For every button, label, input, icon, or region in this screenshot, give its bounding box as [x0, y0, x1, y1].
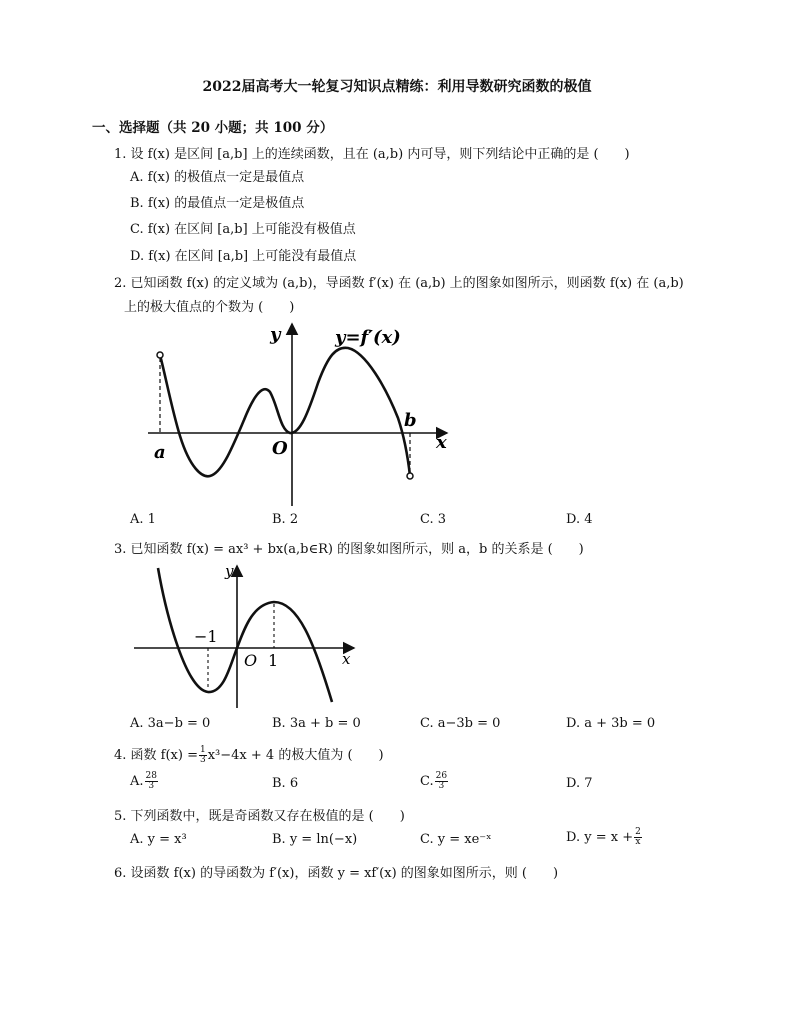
q5-option-b: B. y = ln(−x) [272, 832, 358, 847]
q4-stem [114, 744, 384, 765]
q4-option-a-label: A. [130, 774, 144, 789]
q4-option-a-fraction [145, 772, 158, 791]
q1-option-d: D. f(x) 在区间 [a,b] 上可能没有最值点 [130, 249, 357, 264]
q2-y-label: y [270, 324, 281, 345]
q1-stem: 1. 设 f(x) 是区间 [a,b] 上的连续函数，且在 (a,b) 内可导，则下列结论中正确的是 ( ) [114, 147, 630, 162]
section-heading: 一、选择题（共 20 小题；共 100 分） [92, 120, 334, 136]
q2-graph [140, 318, 460, 510]
q4-option-c-label: C. [420, 774, 434, 789]
q2-open-endpoint-b [407, 473, 413, 479]
q4-option-d: D. 7 [566, 776, 593, 791]
q4-option-b: B. 6 [272, 776, 299, 791]
q3-option-c: C. a−3b = 0 [420, 716, 501, 731]
q2-option-a: A. 1 [130, 512, 156, 527]
q4-c-num: 26 [435, 771, 448, 781]
q4-option-c-fraction [435, 772, 448, 791]
q1-option-a: A. f(x) 的极值点一定是最值点 [130, 170, 305, 185]
q4-a-num: 28 [145, 771, 157, 781]
q4-stem-pre: 4. 函数 f(x) = [114, 748, 198, 763]
q5-d-den: x [635, 837, 641, 847]
q2-curve-label: y=f′(x) [335, 327, 401, 348]
q5-d-num: 2 [635, 827, 641, 837]
q3-origin-label: O [244, 651, 258, 670]
q2-origin-label: O [272, 438, 288, 459]
q3-option-a: A. 3a−b = 0 [130, 716, 211, 731]
q4-c-den: 3 [438, 781, 445, 791]
q5-stem: 5. 下列函数中，既是奇函数又存在极值的是 ( ) [114, 809, 405, 824]
q4-frac-den: 3 [199, 755, 206, 765]
q2-b-label: b [404, 410, 417, 431]
q2-option-c: C. 3 [420, 512, 447, 527]
q5-option-d [566, 828, 643, 847]
q5-option-a: A. y = x³ [130, 832, 187, 847]
q4-option-a [130, 772, 159, 791]
q3-option-d: D. a + 3b = 0 [566, 716, 656, 731]
q5-option-d-fraction [634, 828, 642, 847]
q3-y-label: y [225, 562, 234, 580]
q6-stem: 6. 设函数 f(x) 的导函数为 f′(x)，函数 y = xf′(x) 的图象如图所示，则 ( ) [114, 866, 559, 881]
q3-neg1-label: −1 [194, 627, 218, 646]
q2-x-label: x [436, 432, 447, 453]
q2-open-endpoint-a [157, 352, 163, 358]
page-title: 2022届高考大一轮复习知识点精练：利用导数研究函数的极值 [202, 79, 592, 95]
q4-stem-post: x³−4x + 4 的极大值为 ( ) [207, 748, 384, 763]
q4-frac-num: 1 [199, 745, 206, 755]
q4-a-den: 3 [148, 781, 155, 791]
q1-option-c: C. f(x) 在区间 [a,b] 上可能没有极值点 [130, 222, 356, 237]
q2-option-d: D. 4 [566, 512, 593, 527]
q2-option-b: B. 2 [272, 512, 299, 527]
q3-option-b: B. 3a + b = 0 [272, 716, 361, 731]
q3-pos1-label: 1 [268, 651, 279, 670]
q3-graph [128, 562, 360, 710]
q3-x-label: x [342, 650, 351, 668]
q4-stem-fraction [199, 746, 207, 765]
q3-cubic-curve [158, 568, 332, 702]
q2-a-label: a [154, 442, 166, 463]
q4-option-c [420, 772, 449, 791]
q5-option-d-pre: D. y = x + [566, 830, 634, 845]
q2-stem-line1: 2. 已知函数 f(x) 的定义域为 (a,b)，导函数 f′(x) 在 (a,b) 上的图象如图所示，则函数 f(x) 在 (a,b) [114, 276, 684, 291]
q3-stem: 3. 已知函数 f(x) = ax³ + bx(a,b∈R) 的图象如图所示，则 a，b 的关系是 ( ) [114, 542, 584, 557]
q5-option-c: C. y = xe⁻ˣ [420, 832, 492, 847]
q2-stem-line2: 上的极大值点的个数为 ( ) [124, 300, 295, 315]
q1-option-b: B. f(x) 的最值点一定是极值点 [130, 196, 305, 211]
